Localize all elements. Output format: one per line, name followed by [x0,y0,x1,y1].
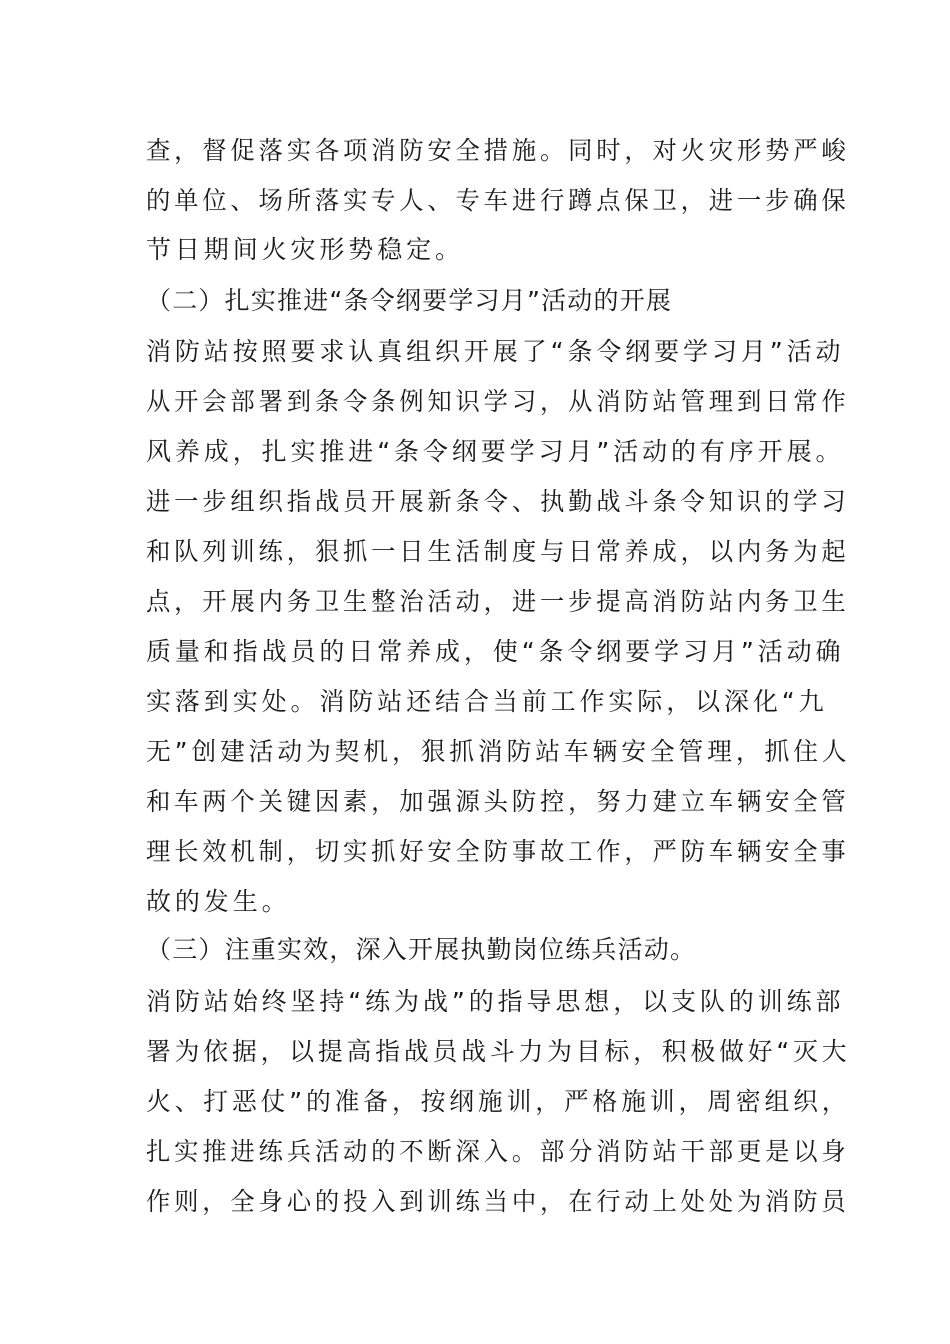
text-line: 火、打恶仗”的准备，按纲施训，严格施训，周密组织， [146,1087,851,1116]
text-line: 查，督促落实各项消防安全措施。同时，对火灾形势严峻 [146,136,850,165]
text-line: 进一步组织指战员开展新条令、执勤战斗条令知识的学习 [146,487,850,516]
text-line: 节日期间火灾形势稳定。 [146,235,464,264]
text-line: 和队列训练，狠抓一日生活制度与日常养成，以内务为起 [146,537,850,566]
text-line: 扎实推进练兵活动的不断深入。部分消防站干部更是以身 [146,1137,850,1166]
text-line: 理长效机制，切实抓好安全防事故工作，严防车辆安全事 [146,837,850,866]
text-line: 消防站按照要求认真组织开展了“条令纲要学习月”活动 [146,337,845,366]
text-line: 点，开展内务卫生整治活动，进一步提高消防站内务卫生 [146,587,850,616]
text-line: 风养成，扎实推进“条令纲要学习月”活动的有序开展。 [146,437,845,466]
text-line: 作则，全身心的投入到训练当中，在行动上处处为消防员 [146,1187,850,1216]
text-line: 质量和指战员的日常养成，使“条令纲要学习月”活动确 [146,637,845,666]
text-line: 和车两个关键因素，加强源头防控，努力建立车辆安全管 [146,787,850,816]
section-heading-2: （二）扎实推进“条令纲要学习月”活动的开展 [146,286,673,315]
section-heading-3: （三）注重实效，深入开展执勤岗位练兵活动。 [146,935,697,964]
text-line: 故的发生。 [146,887,291,916]
text-line: 的单位、场所落实专人、专车进行蹲点保卫，进一步确保 [146,186,850,215]
text-line: 实落到实处。消防站还结合当前工作实际，以深化“九 [146,687,828,716]
text-line: 消防站始终坚持“练为战”的指导思想，以支队的训练部 [146,987,845,1016]
text-line: 无”创建活动为契机，狠抓消防站车辆安全管理，抓住人 [146,737,851,766]
text-line: 从开会部署到条令条例知识学习，从消防站管理到日常作 [146,387,850,416]
text-line: 署为依据，以提高指战员战斗力为目标，积极做好“灭大 [146,1037,851,1066]
